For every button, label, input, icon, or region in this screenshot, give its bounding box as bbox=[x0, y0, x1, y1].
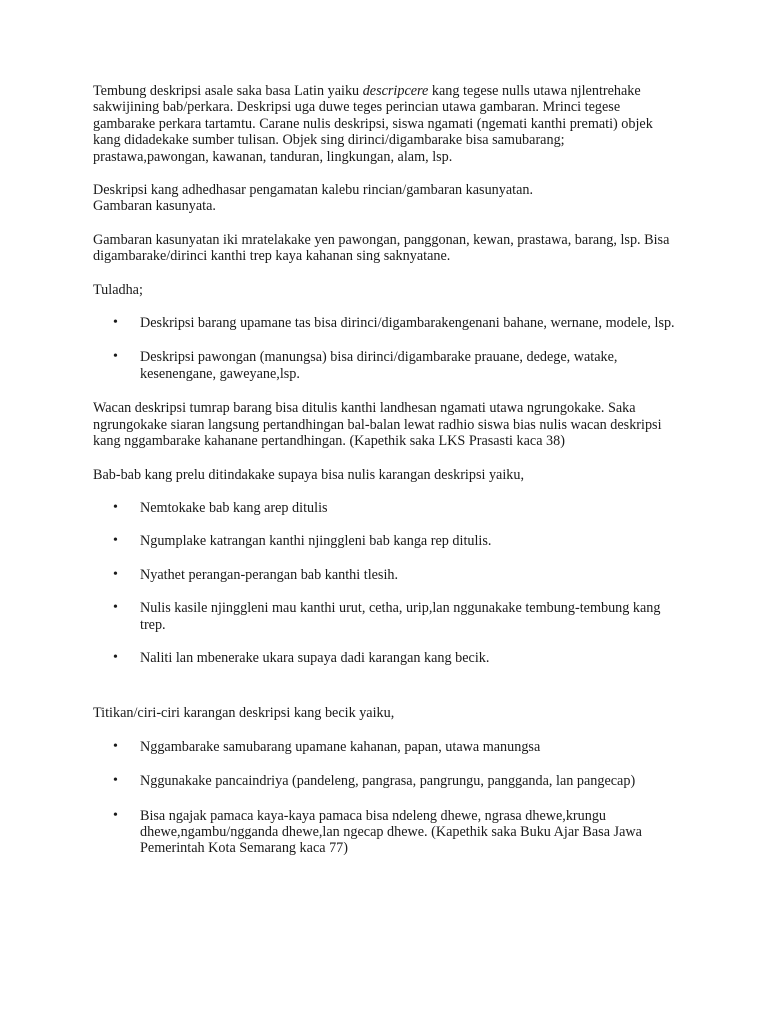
list-item: • Ngumplake katrangan kanthi njinggleni bab kanga rep ditulis. bbox=[93, 533, 683, 549]
document-page bbox=[93, 83, 683, 875]
observation-line-1: Deskripsi kang adhedhasar pengamatan kalebu rincian/gambaran kasunyatan. bbox=[93, 182, 534, 199]
list-item: • Naliti lan mbenerake ukara supaya dadi karangan kang becik. bbox=[93, 650, 683, 666]
intro-text-end: kang tegese nulls utawa njlentrehake sakwijining bab/perkara. Deskripsi uga duwe teges perincian utawa gambaran. Mrinci tegese gambarake perkara tartamtu. Carane nulis deskripsi, siswa ngamati (ngemati kanthi premati) objek kang didadekake sumber tulisan. Objek sing dirinci/digambarake bisa samubarang; prastawa,pawongan, kawanan, tanduran, lingkungan, alam, lsp. bbox=[93, 83, 653, 165]
intro-text-start: Tembung deskripsi asale saka basa Latin yaiku bbox=[93, 83, 363, 99]
criteria-list bbox=[93, 739, 683, 857]
observation-paragraph bbox=[93, 182, 683, 215]
observation-line-2: Gambaran kasunyata. bbox=[93, 198, 216, 215]
steps-list bbox=[93, 500, 683, 666]
list-item: • Nggambarake samubarang upamane kahanan, papan, utawa manungsa bbox=[93, 739, 683, 755]
example-list bbox=[93, 315, 683, 382]
reality-paragraph: Gambaran kasunyatan iki mratelakake yen pawongan, panggonan, kewan, prastawa, barang, lsp. Bisa digambarake/dirinci kanthi trep kaya kahanan sing saknyatane. bbox=[93, 231, 670, 265]
list-item: • Nulis kasile njinggleni mau kanthi urut, cetha, urip,lan nggunakake tembung-tembung kang trep. bbox=[93, 600, 683, 633]
intro-latin-term: descripcere bbox=[362, 83, 429, 99]
list-item: • Deskripsi pawongan (manungsa) bisa dirinci/digambarake prauane, dedege, watake, kesenengane, gaweyane,lsp. bbox=[93, 349, 683, 382]
spacer bbox=[93, 683, 683, 705]
list-item: • Nggunakake pancaindriya (pandeleng, pangrasa, pangrungu, pangganda, lan pangecap) bbox=[93, 773, 683, 789]
reading-paragraph: Wacan deskripsi tumrap barang bisa ditulis kanthi landhesan ngamati utawa ngrungokake. Saka ngrungokake siaran langsung pertandhingan bal-balan lewat radhio siswa bias nulis wacan deskripsi kang nggambarake kahanane pertandhingan. (Kapethik saka LKS Prasasti kaca 38) bbox=[93, 400, 662, 450]
list-item: • Deskripsi barang upamane tas bisa dirinci/digambarakengenani bahane, wernane, modele, lsp. bbox=[93, 315, 683, 331]
list-item: • Nemtokake bab kang arep ditulis bbox=[93, 500, 683, 516]
intro-paragraph bbox=[93, 83, 683, 165]
steps-intro-paragraph: Bab-bab kang prelu ditindakake supaya bisa nulis karangan deskripsi yaiku, bbox=[93, 466, 525, 483]
criteria-intro-paragraph: Titikan/ciri-ciri karangan deskripsi kang becik yaiku, bbox=[93, 705, 395, 722]
example-heading: Tuladha; bbox=[93, 281, 143, 298]
list-item: • Nyathet perangan-perangan bab kanthi tlesih. bbox=[93, 567, 683, 583]
list-item: • Bisa ngajak pamaca kaya-kaya pamaca bisa ndeleng dhewe, ngrasa dhewe,krungu dhewe,ngambu/ngganda dhewe,lan ngecap dhewe. (Kapethik saka Buku Ajar Basa Jawa Pemerintah Kota Semarang kaca 77) bbox=[93, 808, 683, 857]
